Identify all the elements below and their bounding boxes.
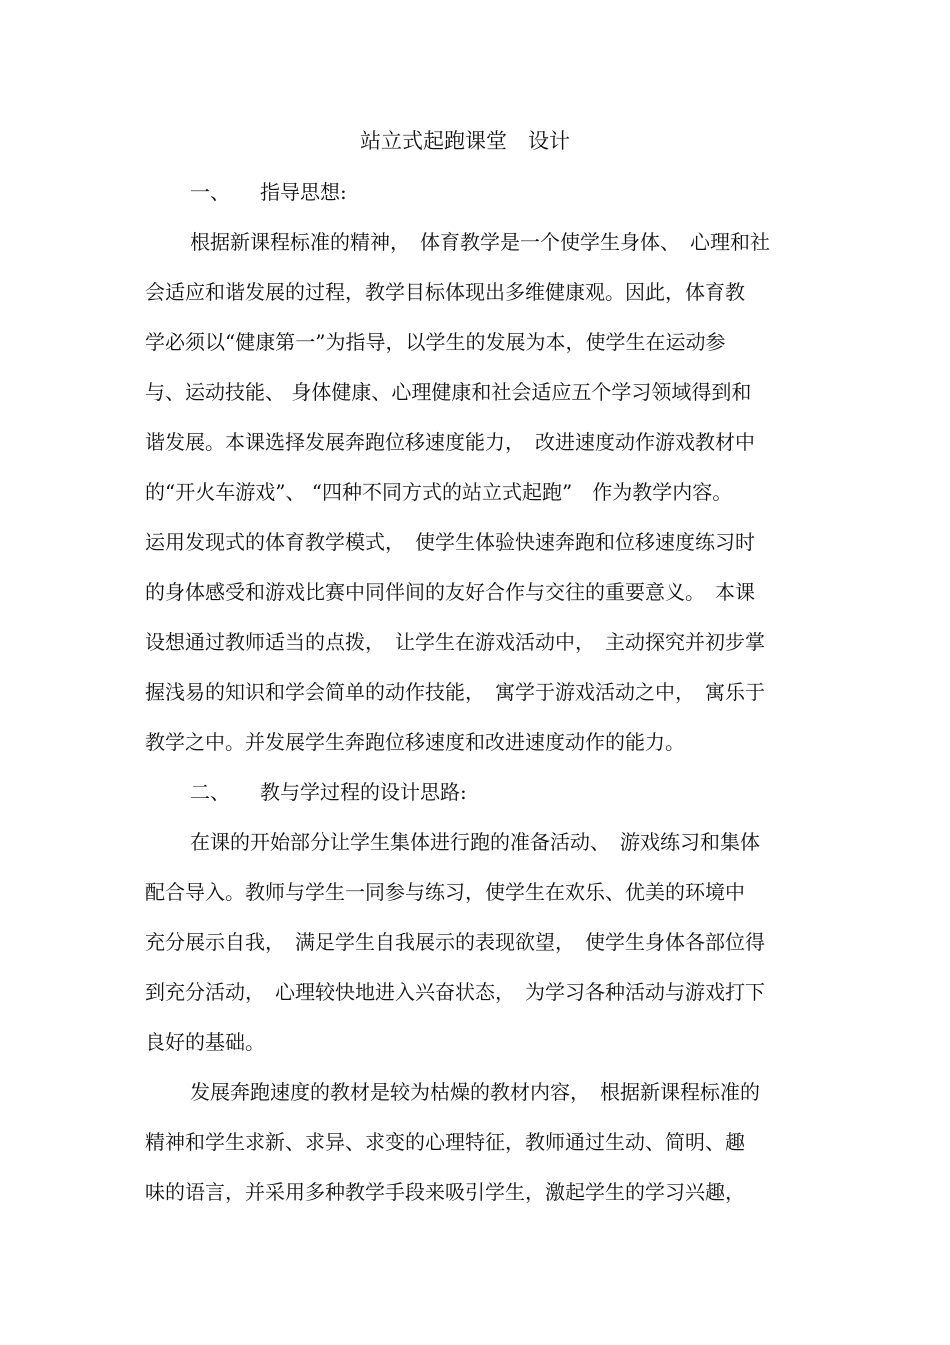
section-heading-2: 二、 教与学过程的设计思路:: [190, 780, 467, 804]
paragraph-line: 发展奔跑速度的教材是较为枯燥的教材内容， 根据新课程标准的: [190, 1080, 760, 1104]
paragraph-line: 根据新课程标准的精神， 体育教学是一个使学生身体、 心理和社: [190, 230, 770, 254]
paragraph-line: 学必须以“健康第一”为指导，以学生的发展为本，使学生在运动参: [145, 330, 726, 354]
paragraph-line: 配合导入。教师与学生一同参与练习，使学生在欢乐、优美的环境中: [145, 880, 745, 904]
paragraph-line: 充分展示自我， 满足学生自我展示的表现欲望， 使学生身体各部位得: [145, 930, 765, 954]
paragraph-line: 与、运动技能、 身体健康、心理健康和社会适应五个学习领域得到和: [145, 380, 752, 404]
document-title: 站立式起跑课堂 设计: [360, 129, 570, 153]
paragraph-line: 味的语言，并采用多种教学手段来吸引学生，激起学生的学习兴趣，: [145, 1180, 745, 1204]
paragraph-line: 谐发展。本课选择发展奔跑位移速度能力， 改进速度动作游戏教材中: [145, 430, 755, 454]
paragraph-line: 运用发现式的体育教学模式， 使学生体验快速奔跑和位移速度练习时: [145, 530, 755, 554]
paragraph-line: 在课的开始部分让学生集体进行跑的准备活动、 游戏练习和集体: [190, 830, 760, 854]
section-heading-1: 一、 指导思想:: [190, 180, 347, 204]
paragraph-line: 的“开火车游戏”、 “四种不同方式的站立式起跑” 作为教学内容。: [145, 480, 733, 504]
paragraph-line: 设想通过教师适当的点拨， 让学生在游戏活动中， 主动探究并初步掌: [145, 630, 765, 654]
paragraph-line: 握浅易的知识和学会简单的动作技能， 寓学于游戏活动之中， 寓乐于: [145, 680, 765, 704]
paragraph-line: 会适应和谐发展的过程，教学目标体现出多维健康观。因此，体育教: [145, 280, 745, 304]
paragraph-line: 的身体感受和游戏比赛中同伴间的友好合作与交往的重要意义。 本课: [145, 580, 755, 604]
paragraph-line: 良好的基础。: [145, 1030, 265, 1054]
paragraph-line: 教学之中。并发展学生奔跑位移速度和改进速度动作的能力。: [145, 730, 685, 754]
paragraph-line: 到充分活动， 心理较快地进入兴奋状态， 为学习各种活动与游戏打下: [145, 980, 765, 1004]
paragraph-line: 精神和学生求新、求异、求变的心理特征，教师通过生动、简明、趣: [145, 1130, 745, 1154]
